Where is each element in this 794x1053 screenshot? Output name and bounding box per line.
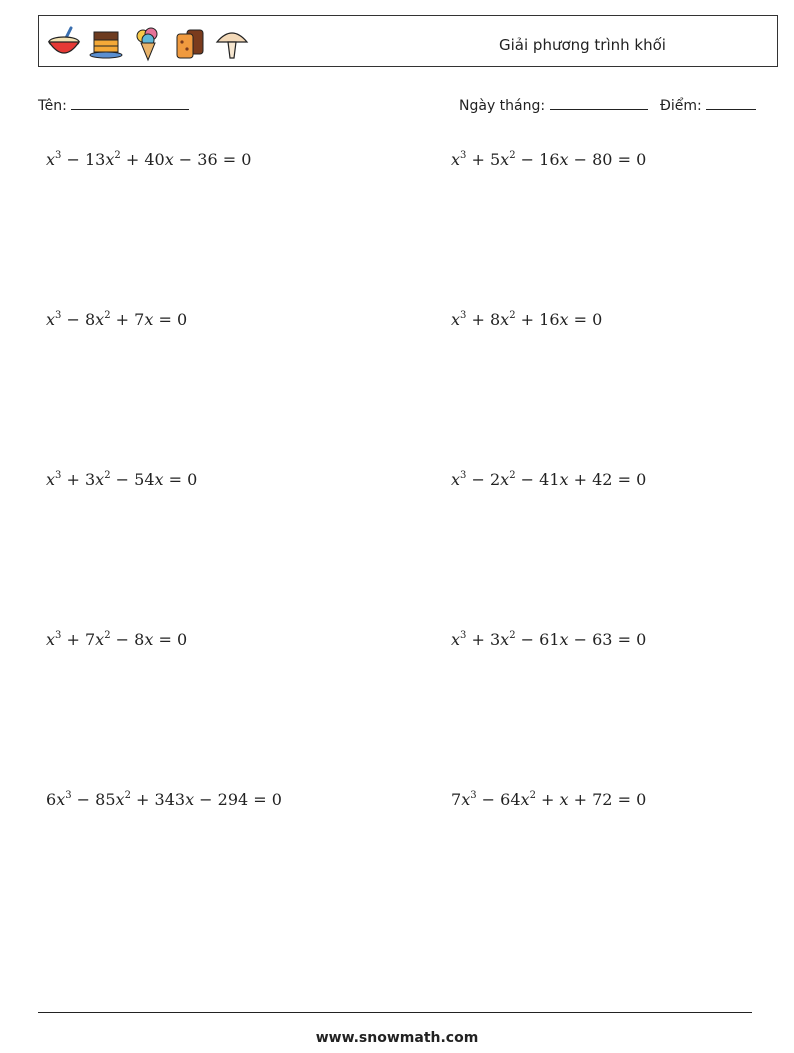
name-label: Tên:: [38, 98, 67, 114]
equation-4: $x^3 + 8x^2 + 16x = 0$: [451, 309, 603, 329]
worksheet-header: [38, 15, 778, 67]
mushroom-icon: [213, 24, 251, 62]
equation-9: $6x^3 - 85x^2 + 343x - 294 = 0$: [46, 789, 282, 809]
footer-divider: [38, 1012, 752, 1013]
ice-cream-cone-icon: [129, 24, 167, 62]
date-blank: [550, 95, 648, 110]
name-blank: [71, 95, 189, 110]
equation-6: $x^3 - 2x^2 - 41x + 42 = 0$: [451, 469, 647, 489]
footer-website: www.snowmath.com: [315, 1030, 479, 1046]
equation-10: $7x^3 - 64x^2 + x + 72 = 0$: [451, 789, 647, 809]
icon-row: [45, 24, 251, 62]
date-label: Ngày tháng:: [459, 98, 546, 114]
equation-3: $x^3 - 8x^2 + 7x = 0$: [46, 309, 188, 329]
equation-1: $x^3 - 13x^2 + 40x - 36 = 0$: [46, 149, 252, 169]
equation-2: $x^3 + 5x^2 - 16x - 80 = 0$: [451, 149, 647, 169]
date-score-field: [459, 95, 756, 114]
rice-bowl-icon: [45, 24, 83, 62]
name-field: [38, 95, 189, 114]
equation-7: $x^3 + 7x^2 - 8x = 0$: [46, 629, 188, 649]
equation-8: $x^3 + 3x^2 - 61x - 63 = 0$: [451, 629, 647, 649]
worksheet-title: Giải phương trình khối: [499, 36, 666, 54]
toast-icon: [171, 24, 209, 62]
score-blank: [706, 95, 756, 110]
equation-5: $x^3 + 3x^2 - 54x = 0$: [46, 469, 198, 489]
layer-cake-icon: [87, 24, 125, 62]
score-label: Điểm:: [660, 98, 702, 114]
